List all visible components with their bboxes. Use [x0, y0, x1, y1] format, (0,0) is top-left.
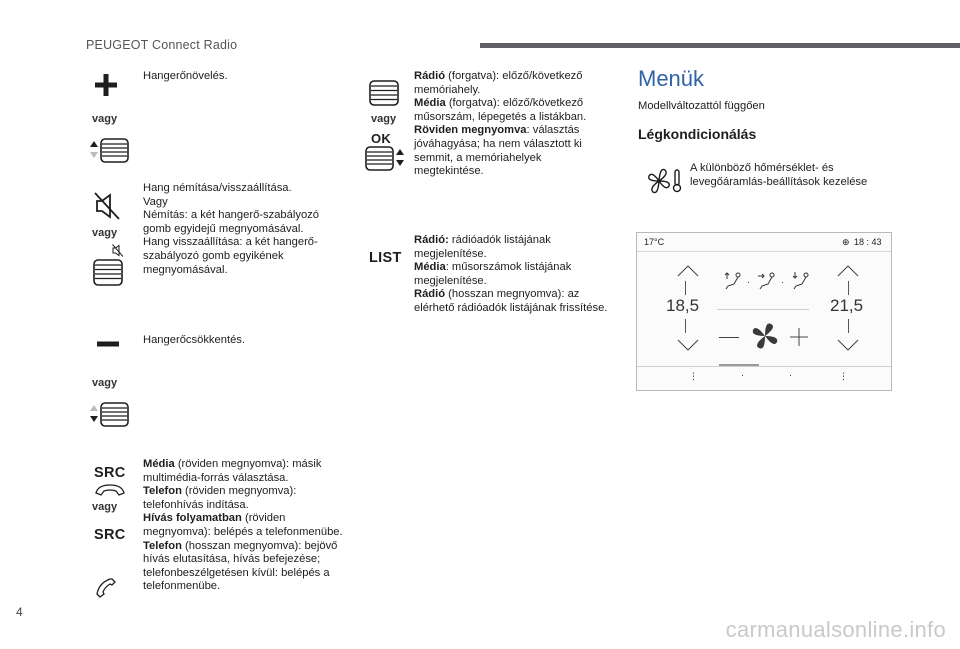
screen-bottom-bar [637, 366, 891, 391]
airflow-windshield-icon[interactable] [723, 271, 745, 291]
volume-up-text: Hangerőnövelés. [143, 70, 228, 82]
bottom-dot-icon[interactable]: · [741, 370, 744, 380]
src-item: Telefon (röviden megnyomva): telefonhívás indítása. [143, 485, 297, 511]
list-description [414, 234, 610, 316]
bottom-dot-icon[interactable]: · [789, 370, 792, 380]
right-temperature: 21,5 [830, 296, 864, 315]
volume-down-text: Hangerőcsökkentés. [143, 334, 245, 346]
ok-label: OK [371, 131, 392, 146]
radio-description [414, 70, 610, 179]
separator-dot: · [781, 277, 784, 287]
airflow-feet-icon[interactable] [791, 271, 813, 291]
wheel-icon [93, 259, 123, 286]
wheel-up-icon [88, 138, 130, 164]
fan-increase-icon[interactable] [789, 327, 809, 347]
left-temp-divider [685, 281, 686, 295]
radio-item: Röviden megnyomva: választás jóváhagyása; ha nem választott ki semmit, a memóriahelyek megtekintése. [414, 124, 582, 178]
minus-icon [97, 340, 119, 348]
menus-subtitle: Modellváltozattól függően [638, 100, 765, 112]
settings-dot-icon: ⊕ [842, 237, 850, 247]
mute-line-2: Vagy [143, 195, 168, 208]
right-temp-down-chevron-icon[interactable] [837, 339, 859, 351]
wheel-icon [369, 80, 399, 106]
radio-item: Média (forgatva): előző/következő műsorszám, lépegetés a listákban. [414, 97, 587, 123]
climate-screen [636, 232, 892, 391]
src-item: Média (röviden megnyomva): másik multimédia-forrás választása. [143, 458, 322, 484]
list-item: Rádió: rádióadók listájának megjelenítése. [414, 234, 551, 260]
clock: 18 : 43 [854, 237, 882, 247]
mute-line-4: Hang visszaállítása: a két hangerő-szabályozó gomb egyikének megnyomásával. [143, 236, 318, 276]
right-temp-up-chevron-icon[interactable] [837, 265, 859, 277]
or-label: vagy [92, 501, 118, 513]
list-item: Média: műsorszámok listájának megjelenítése. [414, 261, 572, 287]
right-temp-divider [848, 319, 849, 333]
climate-section-title: Légkondicionálás [638, 126, 757, 142]
left-temperature: 18,5 [666, 296, 700, 315]
page-indicator [719, 364, 759, 366]
phone-button-icon [94, 483, 126, 497]
wheel-down-icon [88, 402, 130, 428]
page-number: 4 [16, 605, 23, 619]
mute-line-1: Hang némítása/visszaállítása. [143, 182, 292, 194]
mute-description [143, 182, 343, 277]
plus-icon [94, 73, 118, 97]
climate-fan-thermometer-icon [646, 168, 684, 194]
separator-dot: · [747, 277, 750, 287]
right-temp-divider [848, 281, 849, 295]
list-label: LIST [369, 250, 402, 266]
or-label: vagy [92, 377, 118, 389]
radio-item: Rádió (forgatva): előző/következő memóriahely. [414, 70, 583, 96]
mute-speaker-icon [94, 192, 120, 220]
header-bar [480, 43, 960, 48]
bottom-menu-icon[interactable]: ⋮ [689, 371, 698, 381]
src-item: Telefon (hosszan megnyomva): bejövő hívás elutasítása, hívás befejezése; telefonbeszélgetésen kívül: belépés a telefonmenübe. [143, 539, 338, 593]
small-mute-icon [112, 244, 124, 257]
bottom-menu-icon[interactable]: ⋮ [839, 371, 848, 381]
src-description [143, 458, 343, 594]
left-temp-down-chevron-icon[interactable] [677, 339, 699, 351]
src-label: SRC [94, 527, 126, 543]
header-title: PEUGEOT Connect Radio [86, 38, 238, 52]
phone-handset-icon [96, 578, 116, 598]
src-item: Hívás folyamatban (röviden megnyomva): belépés a telefonmenübe. [143, 512, 343, 538]
outside-temperature: 17°C [644, 237, 665, 247]
wheel-updown-icon [365, 146, 407, 172]
left-temp-divider [685, 319, 686, 333]
screen-divider [717, 309, 809, 310]
screen-status-bar [637, 233, 891, 252]
watermark: carmanualsonline.info [725, 617, 946, 642]
list-item: Rádió (hosszan megnyomva): az elérhető rádióadók listájának frissítése. [414, 288, 608, 314]
left-temp-up-chevron-icon[interactable] [677, 265, 699, 277]
or-label: vagy [371, 113, 397, 125]
src-label: SRC [94, 465, 126, 481]
climate-section-text: A különböző hőmérséklet- és levegőáramlás-beállítások kezelése [690, 162, 868, 188]
airflow-face-icon[interactable] [757, 271, 779, 291]
mute-line-3: Némítás: a két hangerő-szabályozó gomb egyidejű megnyomásával. [143, 209, 319, 235]
or-label: vagy [92, 113, 118, 125]
menus-title: Menük [638, 66, 705, 91]
or-label: vagy [92, 227, 118, 239]
fan-decrease-icon[interactable] [719, 337, 739, 338]
fan-icon [749, 320, 781, 352]
